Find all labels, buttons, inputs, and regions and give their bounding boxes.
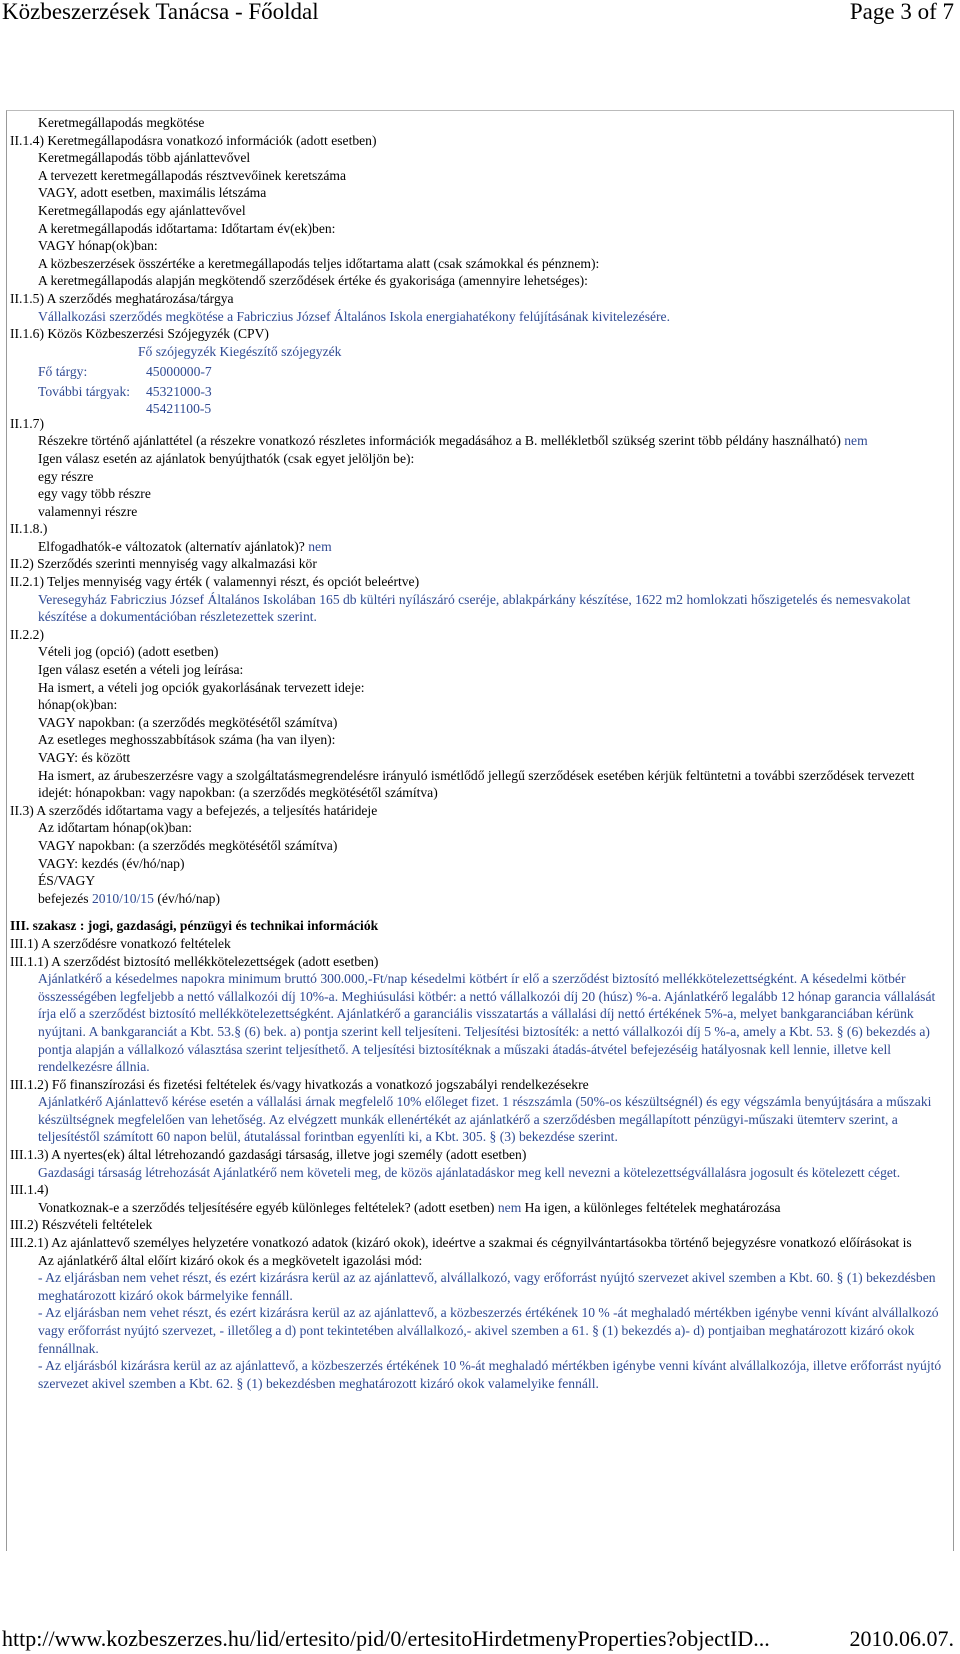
section-heading: II.1.8.) xyxy=(10,521,48,537)
page-number: Page 3 of 7 xyxy=(849,0,954,24)
text-line: Vételi jog (opció) (adott esetben) xyxy=(38,644,219,660)
text-line: Keretmegállapodás egy ajánlattevővel xyxy=(38,202,246,218)
section-heading: II.1.4) Keretmegállapodásra vonatkozó információk (adott esetben) xyxy=(10,132,377,148)
section-heading: II.1.6) Közös Közbeszerzési Szójegyzék (CPV) xyxy=(10,326,269,342)
text-line: Ha ismert, a vételi jog opciók gyakorlásának tervezett ideje: xyxy=(38,679,365,695)
text-line: VAGY hónap(ok)ban: xyxy=(38,238,158,254)
field-value: Ajánlatkérő a késedelmes napokra minimum bruttó 300.000,-Ft/nap késedelmi kötbért ír elő a szerződést biztosító mellékkötelezettségként. A késedelmi kötbér összességében legfeljebb a nettó vállalkozói díj 10%-a. Meghiúsulási kötbér: a nettó vállalkozói díj 20 (húsz) %-a. Ajánlatkérő legalább 12 hónap garancia vállalását írja elő a szerződést biztosító mellékkötelezettségként. Ajánlatkérő a garanciális visszatartás a vállalási díj nettó értékének 5%-a, melyet bankgaranciában kérünk nyújtani. A bankgaranciát a Kbt. 53.§ (6) bek. a) pontja szerint kell teljesíteni. Teljesítési biztosíték: a nettó vállalkozói díj 5 %-a, amely a Kbt. 53. § (6) bekezdés a) pontja alapján a vállalkozó választása szerint teljesíthető. A teljesítési biztosítéknak a műszaki átadás-átvétel befejezéséig hatályosnak kell lennie, illetve kell rendelkezésre állnia. xyxy=(38,971,936,1075)
text-line: A közbeszerzések összértéke a keretmegállapodás teljes időtartama alatt (csak számokkal és pénznem): xyxy=(38,255,600,271)
text-span: Vonatkoznak-e a szerződés teljesítésére egyéb különleges feltételek? (adott esetben) xyxy=(38,1199,495,1215)
section-heading: II.2.1) Teljes mennyiség vagy érték ( valamennyi részt, és opciót beleértve) xyxy=(10,574,420,590)
field-value: Vállalkozási szerződés megkötése a Fabriczius József Általános Iskola energiahatékony felújításának kivitelezésére. xyxy=(38,308,670,324)
footer-date: 2010.06.07. xyxy=(849,1626,954,1651)
text-line: egy részre xyxy=(38,468,94,484)
text-line: Az ajánlatkérő által előírt kizáró okok és a megkövetelt igazolási mód: xyxy=(38,1252,423,1268)
field-value: nem xyxy=(844,433,868,449)
text-line: Az esetleges meghosszabbítások száma (ha van ilyen): xyxy=(38,732,336,748)
cpv-extra-label: További tárgyak: xyxy=(38,383,131,399)
section-heading: III.1.2) Fő finanszírozási és fizetési feltételek és/vagy hivatkozás a vonatkozó jogszabályi rendelkezésekre xyxy=(10,1076,589,1092)
cpv-extra-value: 45321000-3 xyxy=(146,383,212,399)
field-value: - Az eljárásban nem vehet részt, és ezért kizárásra kerül az az ajánlattevő, alvállalkozó, vagy erőforrást nyújtó szervezet akivel szemben a Kbt. 60. § (1) bekezdésben meghatározott kizáró okok bármelyike fennáll. xyxy=(38,1270,936,1303)
document-body xyxy=(10,114,948,1392)
text-span: Részekre történő ajánlattétel (a részekre vonatkozó részletes információk megadásához a B. mellékletből szükség szerint több példány használható) xyxy=(38,433,841,449)
section-heading: III.1.4) xyxy=(10,1182,49,1198)
text-line: VAGY: és között xyxy=(38,750,131,765)
field-value: Ajánlatkérő Ajánlattevő kérése esetén a vállalási árnak megfelelő 10% előleget fizet. 1 részszámla (50%-os készültségnél) és egy végszámla benyújtására a műszaki készültségnek megfelelően van lehetőség. Az elvégzett munkák ellenértékét az ajánlatkérő a szerződésben megállapított pénzügyi-műszaki ütemterv szerint, a teljesítéstől számított 60 napon belül, átutalással forintban egyenlíti ki, a Kbt. 305. § (3) bekezdése szerint. xyxy=(38,1094,932,1145)
text-line: Keretmegállapodás több ajánlattevővel xyxy=(38,150,251,166)
text-line: Keretmegállapodás megkötése xyxy=(38,115,205,130)
section-heading: II.2.2) xyxy=(10,626,44,642)
section-heading: III.1) A szerződésre vonatkozó feltételek xyxy=(10,935,231,951)
text-line: VAGY napokban: (a szerződés megkötésétől számítva) xyxy=(38,837,338,853)
text-line: egy vagy több részre xyxy=(38,486,151,502)
field-value: Veresegyház Fabriczius József Általános Iskolában 165 db kültéri nyílászáró cseréje, ablakpárkány készítése, 1622 m2 homlokzati hőszigetelés és nemesvakolat készítése a dokumentációban részletezettek szerint. xyxy=(38,591,911,625)
text-line: Ha ismert, az árubeszerzésre vagy a szolgáltatásmegrendelésre irányuló ismétlődő jellegű szerződések esetében kérjük feltüntetni a további szerződések tervezett idejét: hónapokban: vagy napokban: (a szerződés megkötésétől számítva) xyxy=(38,767,915,801)
text-line xyxy=(10,890,948,908)
text-line: A tervezett keretmegállapodás résztvevőinek keretszáma xyxy=(38,167,346,183)
section-heading: II.1.5) A szerződés meghatározása/tárgya xyxy=(10,290,234,306)
text-line: Az időtartam hónap(ok)ban: xyxy=(38,820,193,836)
text-line: hónap(ok)ban: xyxy=(38,697,118,713)
text-line: valamennyi részre xyxy=(38,503,138,519)
field-value: - Az eljárásban nem vehet részt, és ezért kizárásra kerül az az ajánlattevő, a közbeszerzés értékének 10 % -át meghaladó mértékben igénybe venni kívánt alvállalkozó vagy erőforrást nyújtó szervezet, - illetőleg a d) pont tekintetében alvállalkozó,- akivel szemben a 61. § (1) bekezdés a)- d) pontjaiban meghatározott kizáró okok fennállnak. xyxy=(38,1305,939,1356)
text-line: ÉS/VAGY xyxy=(38,873,96,889)
text-span: Ha igen, a különleges feltételek meghatározása xyxy=(524,1199,781,1215)
text-span: Elfogadhatók-e változatok (alternatív ajánlatok)? xyxy=(38,538,305,554)
field-value: Gazdasági társaság létrehozását Ajánlatkérő nem követeli meg, de közös ajánlatadáskor meg kell nevezni a kötelezettségvállalásra jogosult és kötelezett céget. xyxy=(38,1164,901,1180)
page-header xyxy=(0,0,960,28)
page-footer xyxy=(0,1624,960,1654)
section-heading: II.3) A szerződés időtartama vagy a befejezés, a teljesítés határideje xyxy=(10,802,378,818)
field-value: nem xyxy=(308,538,332,554)
text-line: VAGY napokban: (a szerződés megkötésétől számítva) xyxy=(38,714,338,730)
cpv-main-label: Fő tárgy: xyxy=(38,363,88,379)
text-line: VAGY: kezdés (év/hó/nap) xyxy=(38,855,185,871)
text-line xyxy=(10,538,948,556)
field-value: nem xyxy=(497,1199,522,1215)
cpv-header: Fő szójegyzék Kiegészítő szójegyzék xyxy=(138,343,342,359)
text-line: VAGY, adott esetben, maximális létszáma xyxy=(38,185,267,201)
text-line: A keretmegállapodás alapján megkötendő szerződések értéke és gyakorisága (amennyire lehetséges): xyxy=(38,273,588,289)
text-span: befejezés xyxy=(38,890,89,906)
cpv-main-value: 45000000-7 xyxy=(146,363,212,379)
section-title: III. szakasz : jogi, gazdasági, pénzügyi és technikai információk xyxy=(10,918,379,934)
footer-url: http://www.kozbeszerzes.hu/lid/ertesito/pid/0/ertesitoHirdetmenyProperties?objectID... xyxy=(2,1626,770,1651)
section-heading: II.2) Szerződés szerinti mennyiség vagy alkalmazási kör xyxy=(10,556,317,572)
section-heading: III.1.3) A nyertes(ek) által létrehozandó gazdasági társaság, illetve jogi személy (adott esetben) xyxy=(10,1147,527,1163)
cpv-table xyxy=(10,343,948,415)
text-line xyxy=(10,1199,948,1217)
end-date-value: 2010/10/15 xyxy=(91,890,154,906)
text-span: (év/hó/nap) xyxy=(157,890,220,906)
field-value: - Az eljárásból kizárásra kerül az az ajánlattevő, a közbeszerzés értékének 10 %-át meghaladó mértékben igénybe venni kívánt alvállalkozója, illetve erőforrást nyújtó szervezet akivel szemben a Kbt. 62. § (1) bekezdésben meghatározott kizáró okok valamelyike fennáll. xyxy=(38,1358,942,1391)
cpv-extra-value: 45421100-5 xyxy=(146,400,212,416)
text-line: Igen válasz esetén a vételi jog leírása: xyxy=(38,662,244,678)
section-heading: II.1.7) xyxy=(10,415,44,431)
section-heading: III.2) Részvételi feltételek xyxy=(10,1217,153,1233)
text-line: A keretmegállapodás időtartama: Időtartam év(ek)ben: xyxy=(38,220,336,236)
section-heading: III.2.1) Az ajánlattevő személyes helyzetére vonatkozó adatok (kizáró okok), ideértve a szakmai és cégnyilvántartásokba történő bejegyzésre vonatkozó előírásokat is xyxy=(10,1235,912,1251)
text-line: Igen válasz esetén az ajánlatok benyújthatók (csak egyet jelöljön be): xyxy=(38,450,415,466)
text-line xyxy=(10,432,948,450)
page-title: Közbeszerzések Tanácsa - Főoldal xyxy=(2,0,319,24)
section-heading: III.1.1) A szerződést biztosító mellékkötelezettségek (adott esetben) xyxy=(10,953,379,969)
